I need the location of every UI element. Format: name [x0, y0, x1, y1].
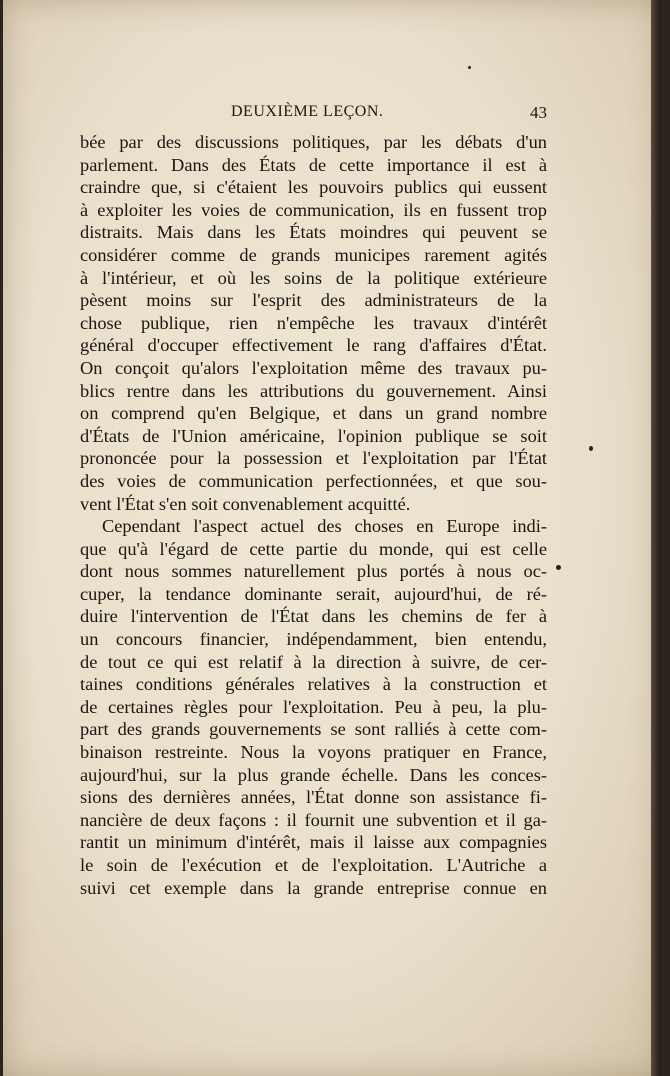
text-line: prononcée pour la possession et l'exploitation par l'État — [80, 448, 547, 469]
text-line: pèsent moins sur l'esprit des administrateurs de la — [80, 290, 547, 311]
text-line: de certaines règles pour l'exploitation. Peu à peu, la plu- — [80, 696, 547, 717]
text-line: craindre que, si c'étaient les pouvoirs publics qui eussent — [80, 177, 547, 198]
chapter-title: DEUXIÈME LEÇON. — [231, 103, 384, 120]
ink-speck — [468, 66, 471, 69]
text-line: suivi cet exemple dans la grande entreprise connue en — [80, 877, 547, 898]
ink-speck — [589, 446, 593, 451]
text-line: part des grands gouvernements se sont ralliés à cette com- — [80, 719, 547, 740]
text-line: distraits. Mais dans les États moindres qui peuvent se — [80, 222, 547, 243]
page-edge-shadow — [651, 0, 661, 1076]
paragraph-start-line: Cependant l'aspect actuel des choses en Europe indi- — [102, 516, 547, 537]
text-line: rantit un minimum d'intérêt, mais il laisse aux compagnies — [80, 832, 547, 853]
page-number: 43 — [530, 103, 547, 122]
text-line: général d'occuper effectivement le rang d'affaires d'État. — [80, 335, 547, 356]
text-line: taines conditions générales relatives à la construction et — [80, 674, 547, 695]
text-line: chose publique, rien n'empêche les travaux d'intérêt — [80, 312, 547, 333]
text-line: à l'intérieur, et où les soins de la politique extérieure — [80, 267, 547, 288]
text-line: nancière de deux façons : il fournit une subvention et il ga- — [80, 809, 547, 830]
text-line: des voies de communication perfectionnées, et que sou- — [80, 470, 547, 491]
text-line: de tout ce qui est relatif à la direction à suivre, de cer- — [80, 651, 547, 672]
text-line: bée par des discussions politiques, par les débats d'un — [80, 132, 547, 152]
text-line: on comprend qu'en Belgique, et dans un grand nombre — [80, 403, 547, 424]
ink-speck — [556, 565, 561, 570]
text-line: un concours financier, indépendamment, bien entendu, — [80, 629, 547, 650]
text-line: binaison restreinte. Nous la voyons pratiquer en France, — [80, 742, 547, 763]
text-line: dont nous sommes naturellement plus portés à nous oc- — [80, 561, 547, 582]
text-line: blics rentre dans les attributions du gouvernement. Ainsi — [80, 380, 547, 401]
text-line: sions des dernières années, l'État donne son assistance fi- — [80, 787, 547, 808]
text-line: que qu'à l'égard de cette partie du monde, qui est celle — [80, 538, 547, 559]
text-line: parlement. Dans des États de cette importance il est à — [80, 154, 547, 175]
text-line: considérer comme de grands municipes rarement agités — [80, 244, 547, 265]
running-head — [81, 103, 547, 127]
text-line: d'États de l'Union américaine, l'opinion publique se soit — [80, 425, 547, 446]
text-line: le soin de l'exécution et de l'exploitation. L'Autriche a — [80, 855, 547, 875]
body-text — [80, 131, 547, 899]
text-line: On conçoit qu'alors l'exploitation même des travaux pu- — [80, 357, 547, 378]
book-page — [3, 0, 661, 1076]
text-line: aujourd'hui, sur la plus grande échelle. Dans les conces- — [80, 764, 547, 785]
paragraph-end-line: vent l'État s'en soit convenablement acquitté. — [80, 493, 411, 514]
text-line: duire l'intervention de l'État dans les chemins de fer à — [80, 606, 547, 627]
text-line: à exploiter les voies de communication, ils en fussent trop — [80, 199, 547, 220]
text-line: cuper, la tendance dominante serait, aujourd'hui, de ré- — [80, 583, 547, 604]
